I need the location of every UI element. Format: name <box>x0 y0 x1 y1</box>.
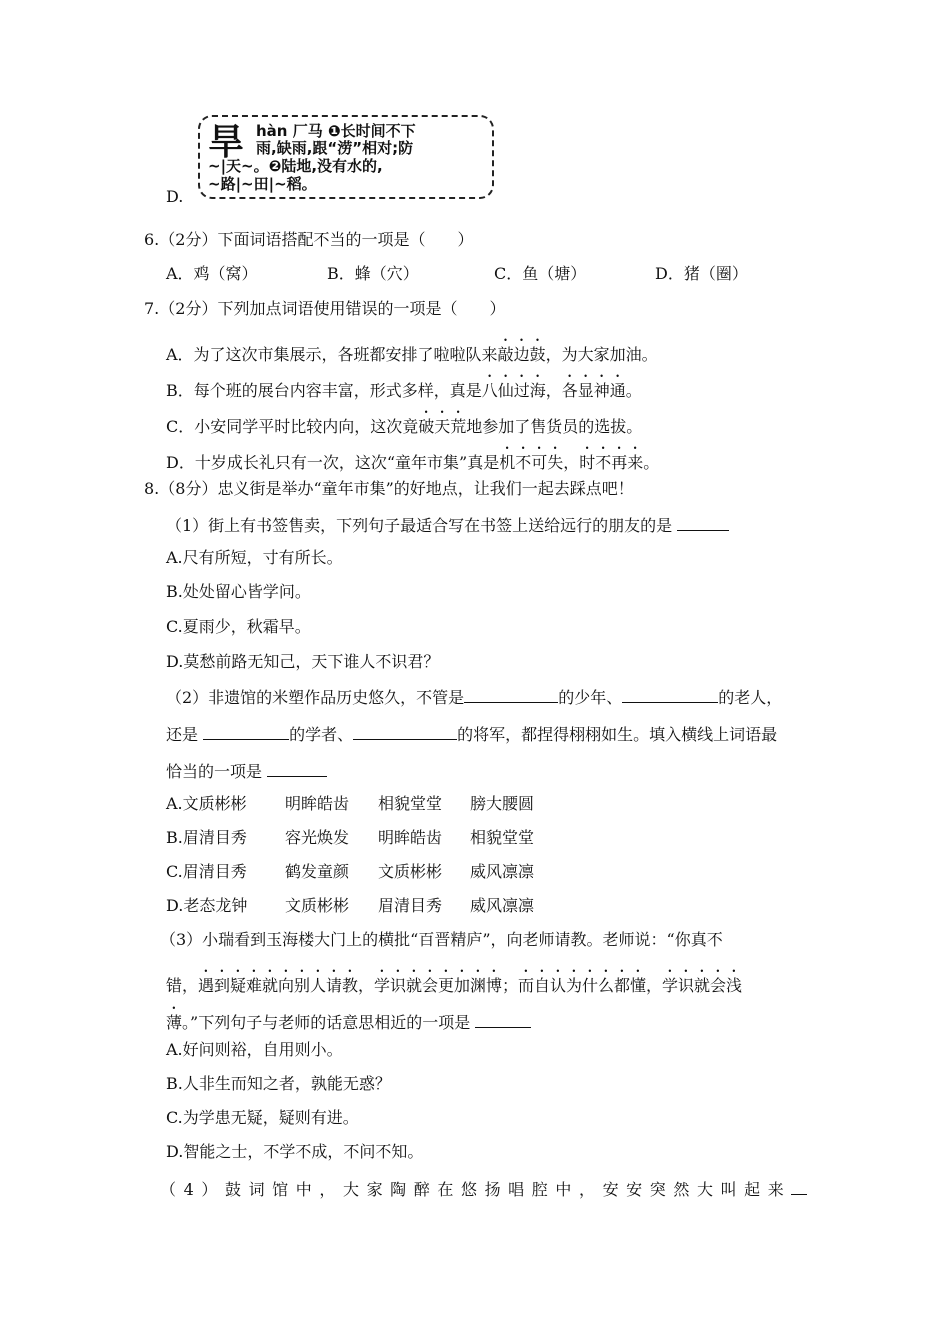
dictionary-line-3: ~|天~。❷陆地,没有水的, <box>208 157 383 175</box>
q8-2-option-b-1: B.眉清目秀 <box>166 828 247 847</box>
q8-2-line-3: 恰当的一项是 <box>166 760 327 782</box>
q8-3-option-a: A.好问则裕，自用则小。 <box>166 1040 343 1059</box>
q8-2-option-a-2: 明眸皓齿 <box>285 794 350 813</box>
q7-option-d: D．十岁成长礼只有一次，这次“童年市集”真是机不可失，时不再来。 <box>166 453 660 472</box>
q8-1-option-c: C.夏雨少，秋霜早。 <box>166 617 311 636</box>
q8-4-stem: （4）鼓词馆中，大家陶醉在悠扬唱腔中，安安突然大叫起来 <box>160 1178 807 1200</box>
dictionary-line-4: ~路|~田|~稻。 <box>208 175 317 193</box>
q7-stem: 7.（2分）下列加点词语使用错误的一项是（ ） <box>144 299 506 318</box>
q8-2-option-d-2: 文质彬彬 <box>285 896 350 915</box>
q6-option-c: C．鱼（塘） <box>494 264 587 283</box>
q8-2-option-a-1: A.文质彬彬 <box>166 794 247 813</box>
q8-1-stem: （1）街上有书签售卖，下列句子最适合写在书签上送给远行的朋友的是 <box>166 514 729 536</box>
q8-2-line-2: 还是 的学者、 的将军，都捏得栩栩如生。填入横线上词语最 <box>166 725 778 744</box>
dictionary-headword: 旱 <box>208 122 245 163</box>
q8-2-option-b-4: 相貌堂堂 <box>470 828 535 847</box>
q8-2-option-c-1: C.眉清目秀 <box>166 862 247 881</box>
q8-stem: 8.（8分）忠义街是举办“童年市集”的好地点，让我们一起去踩点吧！ <box>144 479 634 498</box>
q8-2-option-d-1: D.老态龙钟 <box>166 896 248 915</box>
answer-blank[interactable] <box>791 1178 807 1195</box>
answer-blank[interactable] <box>475 1011 531 1028</box>
q8-2-option-d-3: 眉清目秀 <box>378 896 443 915</box>
q7-option-c: C．小安同学平时比较内向，这次竟破天荒地参加了售货员的选拔。 <box>166 417 643 436</box>
dictionary-line-1: hàn 厂马 ❶长时间不下 <box>256 122 416 140</box>
q8-2-option-d-4: 威风凛凛 <box>470 896 535 915</box>
answer-blank[interactable] <box>267 760 327 777</box>
q8-2-option-c-2: 鹤发童颜 <box>285 862 350 881</box>
q8-2-option-a-4: 膀大腰圆 <box>470 794 535 813</box>
answer-blank[interactable] <box>203 723 289 740</box>
q8-2-option-b-2: 容光焕发 <box>285 828 350 847</box>
q6-option-b: B．蜂（穴） <box>327 264 419 283</box>
answer-blank[interactable] <box>464 686 558 703</box>
q8-2-option-c-3: 文质彬彬 <box>378 862 443 881</box>
q6-option-a: A．鸡（窝） <box>166 264 258 283</box>
answer-blank[interactable] <box>353 723 457 740</box>
answer-blank[interactable] <box>622 686 718 703</box>
q6-option-d: D．猪（圈） <box>655 264 748 283</box>
dictionary-line-2: 雨,缺雨,跟“涝”相对;防 <box>256 139 414 157</box>
q8-3-option-b: B.人非生而知之者，孰能无惑？ <box>166 1074 391 1093</box>
q8-2-option-c-4: 威风凛凛 <box>470 862 535 881</box>
q8-3-option-c: C.为学患无疑，疑则有进。 <box>166 1108 359 1127</box>
q8-2-option-b-3: 明眸皓齿 <box>378 828 443 847</box>
q6-stem: 6.（2分）下面词语搭配不当的一项是（ ） <box>144 230 474 249</box>
q8-3-line-1: （3）小瑞看到玉海楼大门上的横批“百晋精庐”，向老师请教。老师说：“你真不 <box>160 930 723 949</box>
q8-1-option-a: A.尺有所短，寸有所长。 <box>166 548 343 567</box>
q8-2-option-a-3: 相貌堂堂 <box>378 794 443 813</box>
q7-option-b: B．每个班的展台内容丰富，形式多样，真是八仙过海，各显神通。 <box>166 381 642 400</box>
q8-1-option-b: B.处处留心皆学问。 <box>166 582 311 601</box>
q7-option-a: A．为了这次市集展示，各班都安排了啦啦队来敲边鼓，为大家加油。 <box>166 345 658 364</box>
q8-2-line-1: （2）非遗馆的米塑作品历史悠久，不管是 的少年、 的老人， <box>166 688 783 707</box>
q5-option-d-label: D. <box>166 187 184 206</box>
answer-blank[interactable] <box>677 514 729 531</box>
q8-3-line-2: 错，遇到疑难就向别人请教，学识就会更加渊博；而自认为什么都懂，学识就会浅 <box>166 976 743 995</box>
q8-3-line-3: 薄。”下列句子与老师的话意思相近的一项是 <box>166 1004 531 1033</box>
q8-1-option-d: D.莫愁前路无知己，天下谁人不识君？ <box>166 652 440 671</box>
dictionary-entry-image <box>198 115 494 199</box>
q8-3-option-d: D.智能之士，不学不成，不问不知。 <box>166 1142 424 1161</box>
